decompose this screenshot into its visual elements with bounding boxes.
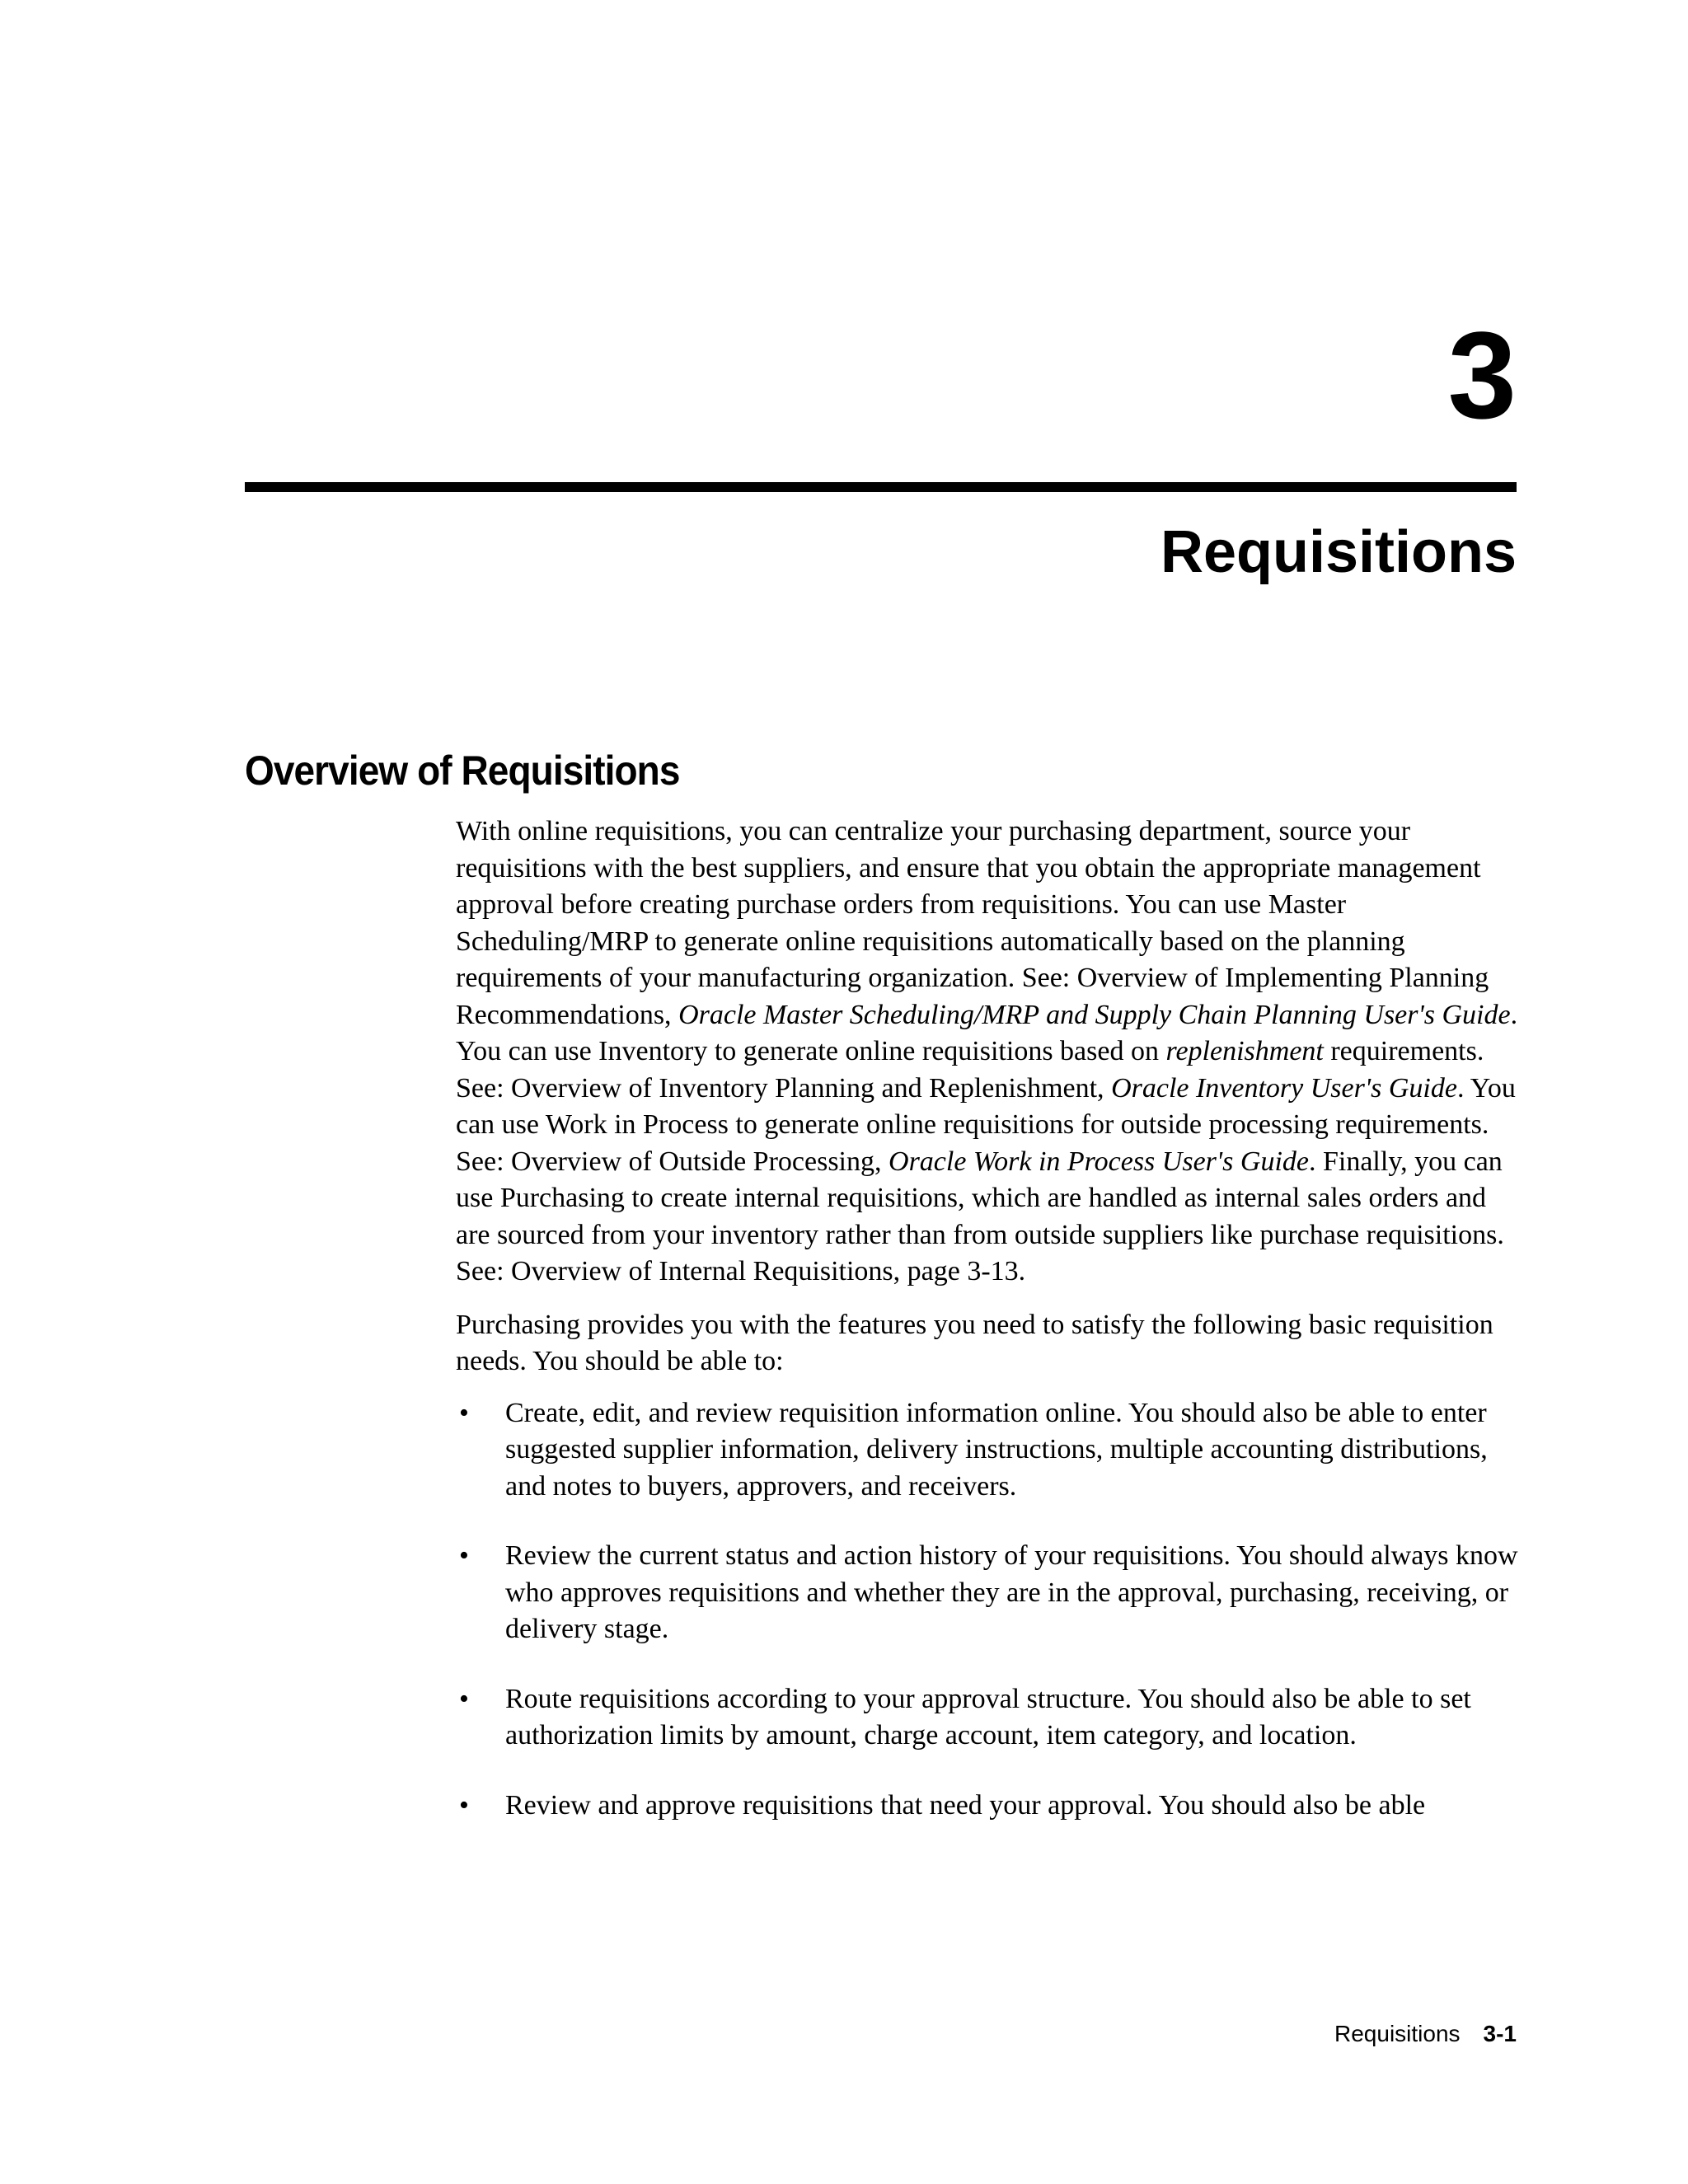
italic-citation: Oracle Work in Process User's Guide	[889, 1146, 1309, 1177]
footer-label: Requisitions	[1334, 2021, 1461, 2046]
features-intro-paragraph: Purchasing provides you with the features you need to satisfy the following basic requisition needs. You should be able to:	[456, 1309, 1493, 1376]
body-text	[456, 813, 1527, 1857]
text-run: requirements. See: Overview of Inventory Planning and Replenishment,	[456, 1036, 1484, 1104]
bullet-icon: •	[459, 1397, 469, 1428]
italic-citation: Oracle Master Scheduling/MRP and Supply Chain Planning User's Guide	[678, 999, 1511, 1030]
footer-page-number: 3-1	[1483, 2021, 1517, 2046]
bullet-icon: •	[459, 1540, 469, 1571]
text-run: . You can use Inventory to generate online requisitions based on	[456, 999, 1518, 1066]
text-run: . You can use Work in Process to generate online requisitions for outside processing requirements. See: Overview of Outside Processing,	[456, 1072, 1516, 1177]
list-item	[456, 1681, 1527, 1755]
section-heading: Overview of Requisitions	[245, 748, 680, 794]
list-item-text: Review the current status and action history of your requisitions. You should always know who approves requisitions and whether they are in the approval, purchasing, receiving, or delivery stage.	[505, 1540, 1518, 1644]
feature-bullet-list	[456, 1395, 1527, 1825]
chapter-number: 3	[1447, 306, 1517, 444]
list-item	[456, 1395, 1527, 1506]
list-item	[456, 1788, 1527, 1825]
intro-paragraph	[456, 813, 1527, 1291]
page-footer	[1334, 2022, 1517, 2046]
bullet-icon: •	[459, 1683, 469, 1714]
chapter-title: Requisitions	[1160, 519, 1517, 585]
italic-citation: Oracle Inventory User's Guide	[1111, 1072, 1457, 1104]
list-item-text: Create, edit, and review requisition information online. You should also be able to enter suggested supplier information, delivery instructions, multiple accounting distributions, and notes to buyers, approvers, and receivers.	[505, 1397, 1488, 1502]
list-item-text: Review and approve requisitions that need your approval. You should also be able	[505, 1789, 1426, 1821]
italic-citation: replenishment	[1165, 1036, 1324, 1066]
list-item-text: Route requisitions according to your approval structure. You should also be able to set authorization limits by amount, charge account, item category, and location.	[505, 1683, 1471, 1750]
bullet-icon: •	[459, 1789, 469, 1821]
text-run: . Finally, you can use Purchasing to create internal requisitions, which are handled as internal sales orders and are sourced from your inventory rather than from outside suppliers like purchase requisitions. See: Overview of Internal Requisitions, page 3-13.	[456, 1146, 1504, 1286]
text-run: With online requisitions, you can centralize your purchasing department, source your requisitions with the best suppliers, and ensure that you obtain the appropriate management approval before creating purchase orders from requisitions. You can use Master Scheduling/MRP to generate online requisitions automatically based on the planning requirements of your manufacturing organization. See: Overview of Implementing Planning Recommendations,	[456, 816, 1489, 1030]
list-item	[456, 1538, 1527, 1648]
chapter-rule	[245, 482, 1517, 492]
